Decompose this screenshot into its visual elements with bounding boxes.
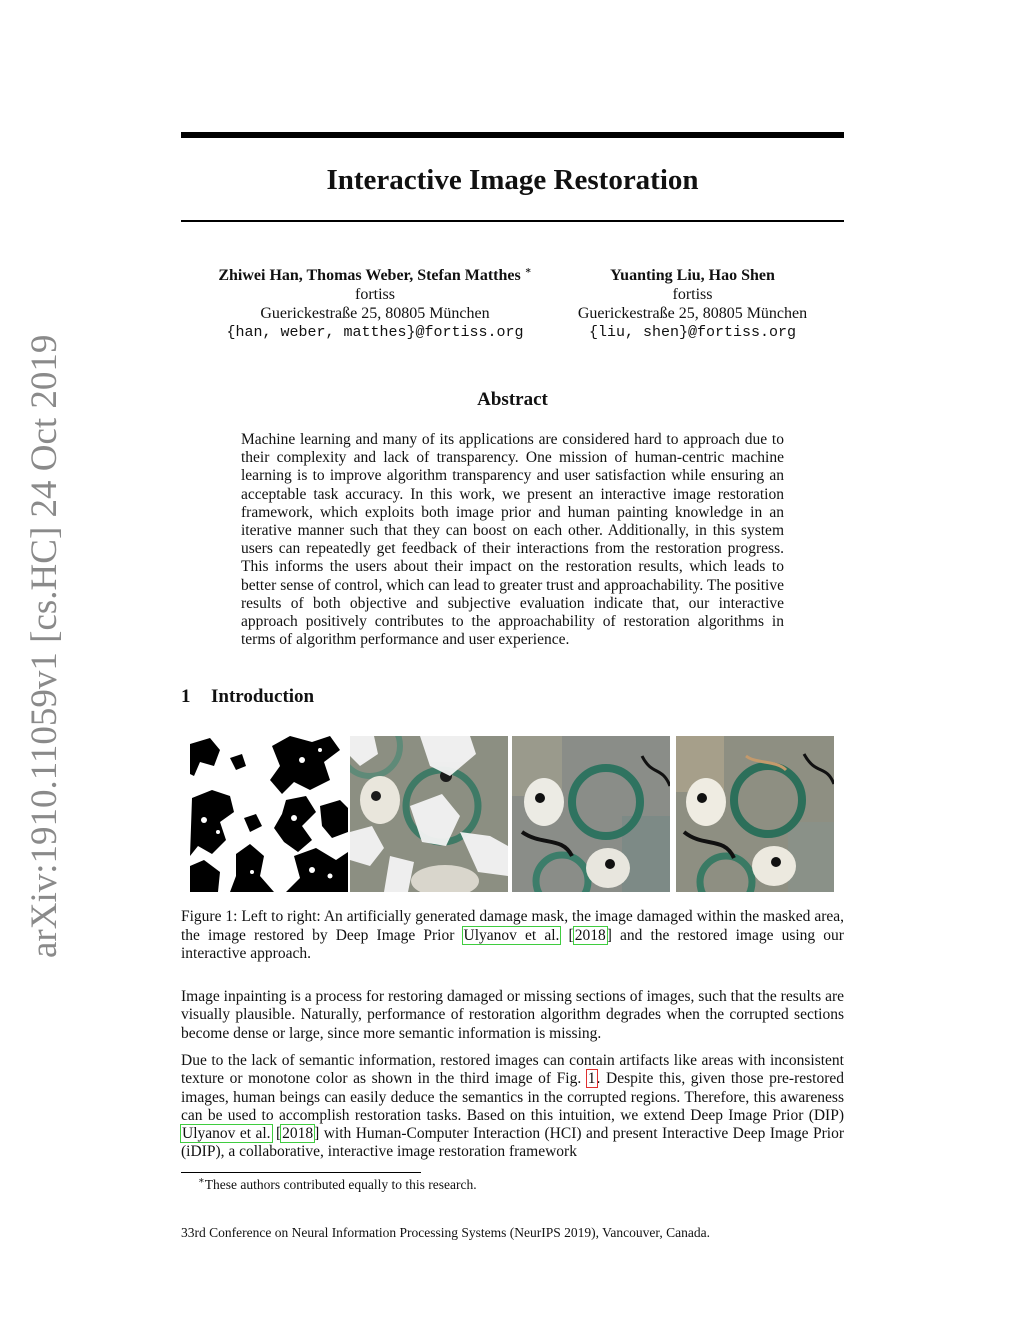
figure-1 (190, 736, 834, 892)
damage-mask-image (190, 736, 348, 892)
author-address: Guerickestraße 25, 80805 München (260, 305, 490, 322)
author-email: {han, weber, matthes}@fortiss.org (226, 324, 524, 341)
citation-year-link[interactable]: 2018 (282, 1125, 314, 1143)
paragraph-text: Due to the lack of semantic information, restored images can contain artifacts like areas with inconsistent texture or monotone color as shown in the third image of Fig. (181, 1052, 844, 1088)
title-top-rule (181, 132, 844, 138)
dip-restored-image (512, 736, 670, 892)
body-paragraph (181, 1052, 844, 1162)
caption-text: Figure 1: Left to right: An artificially generated damage mask, the image damaged within the masked area, the image restored by Deep Image Prior (181, 908, 844, 944)
abstract-heading: Abstract (477, 389, 548, 410)
caption-text: ] and the restored image using our interactive approach. (181, 926, 844, 962)
paper-title: Interactive Image Restoration (326, 164, 699, 196)
figure-reference-link[interactable]: 1 (587, 1070, 596, 1088)
caption-text: [ (560, 926, 574, 944)
author-names (200, 266, 550, 285)
section-title: Introduction (211, 686, 315, 707)
abstract-body: Machine learning and many of its applications are considered hard to approach due to their complexity and lack of transparency. One mission of human-centric machine learning is to improve algorithm transparency and user satisfaction while ensuring an acceptable task accuracy. In this work, we present an interactive image restoration framework, which exploits both image prior and human painting knowledge in an iterative manner such that they can boost on each other. Additionally, in this system users can repeatedly get feedback of their interactions from the restoration progress. This informs the users about their impact on the restoration results, which leads to better sense of control, which can lead to greater trust and approachability. The positive results of both objective and subjective evaluation indicate that, our interactive approach positively contributes to the approachability of restoration algorithms in terms of algorithm performance and user experience. (241, 431, 784, 649)
citation-link-ulyanov[interactable]: Ulyanov et al. (463, 926, 560, 944)
author-names: Yuanting Liu, Hao Shen (610, 267, 775, 284)
figure-panel-dip-restored (512, 736, 670, 892)
author-names-text: Zhiwei Han, Thomas Weber, Stefan Matthes (218, 267, 521, 284)
damaged-image (350, 736, 508, 892)
footnote-mark: ∗ (198, 1175, 205, 1187)
author-address: Guerickestraße 25, 80805 München (577, 305, 808, 322)
footnote-text: These authors contributed equally to this research. (204, 1177, 477, 1192)
paragraph-text: [ (271, 1125, 282, 1143)
author-email: {liu, shen}@fortiss.org (588, 324, 797, 341)
conference-footer: 33rd Conference on Neural Information Processing Systems (NeurIPS 2019), Vancouver, Canada. (181, 1225, 710, 1240)
section-number: 1 (181, 686, 191, 707)
figure-panel-damage-mask (190, 736, 348, 892)
citation-link-ulyanov[interactable]: Ulyanov et al. (182, 1125, 271, 1143)
footnote-rule (181, 1172, 421, 1173)
citation-year-link[interactable]: 2018 (574, 926, 606, 944)
interactive-restored-image (676, 736, 834, 892)
section-heading (181, 685, 314, 709)
author-block-left (200, 266, 550, 342)
footnote (198, 1176, 477, 1193)
paragraph-text: . Despite this, given those pre-restored images, human beings can easily deduce the semantics in the corrupted regions. Therefore, this awareness can be used to accomplish restoration tasks. Based on this intuition, we extend Deep Image Prior (DIP) (181, 1070, 844, 1124)
figure-panel-damaged-image (350, 736, 508, 892)
figure-1-caption (181, 908, 844, 964)
title-bottom-rule (181, 220, 844, 222)
body-paragraph: Image inpainting is a process for restoring damaged or missing sections of images, such that the results are visually plausible. Naturally, performance of restoration algorithm degrades when the corrupted sections become dense or large, since more semantic information is missing. (181, 988, 844, 1042)
author-footnote-mark: ∗ (524, 265, 532, 277)
author-affiliation: fortiss (672, 286, 713, 303)
arxiv-identifier-stamp: arXiv:1910.11059v1 [cs.HC] 24 Oct 2019 (24, 334, 65, 958)
paragraph-text: ] with Human-Computer Interaction (HCI) and present Interactive Deep Image Prior (iDIP), a collaborative, interactive image restoration framework (181, 1125, 844, 1161)
author-block-right (565, 266, 820, 342)
author-affiliation: fortiss (355, 286, 395, 303)
figure-panel-interactive-restored (676, 736, 834, 892)
